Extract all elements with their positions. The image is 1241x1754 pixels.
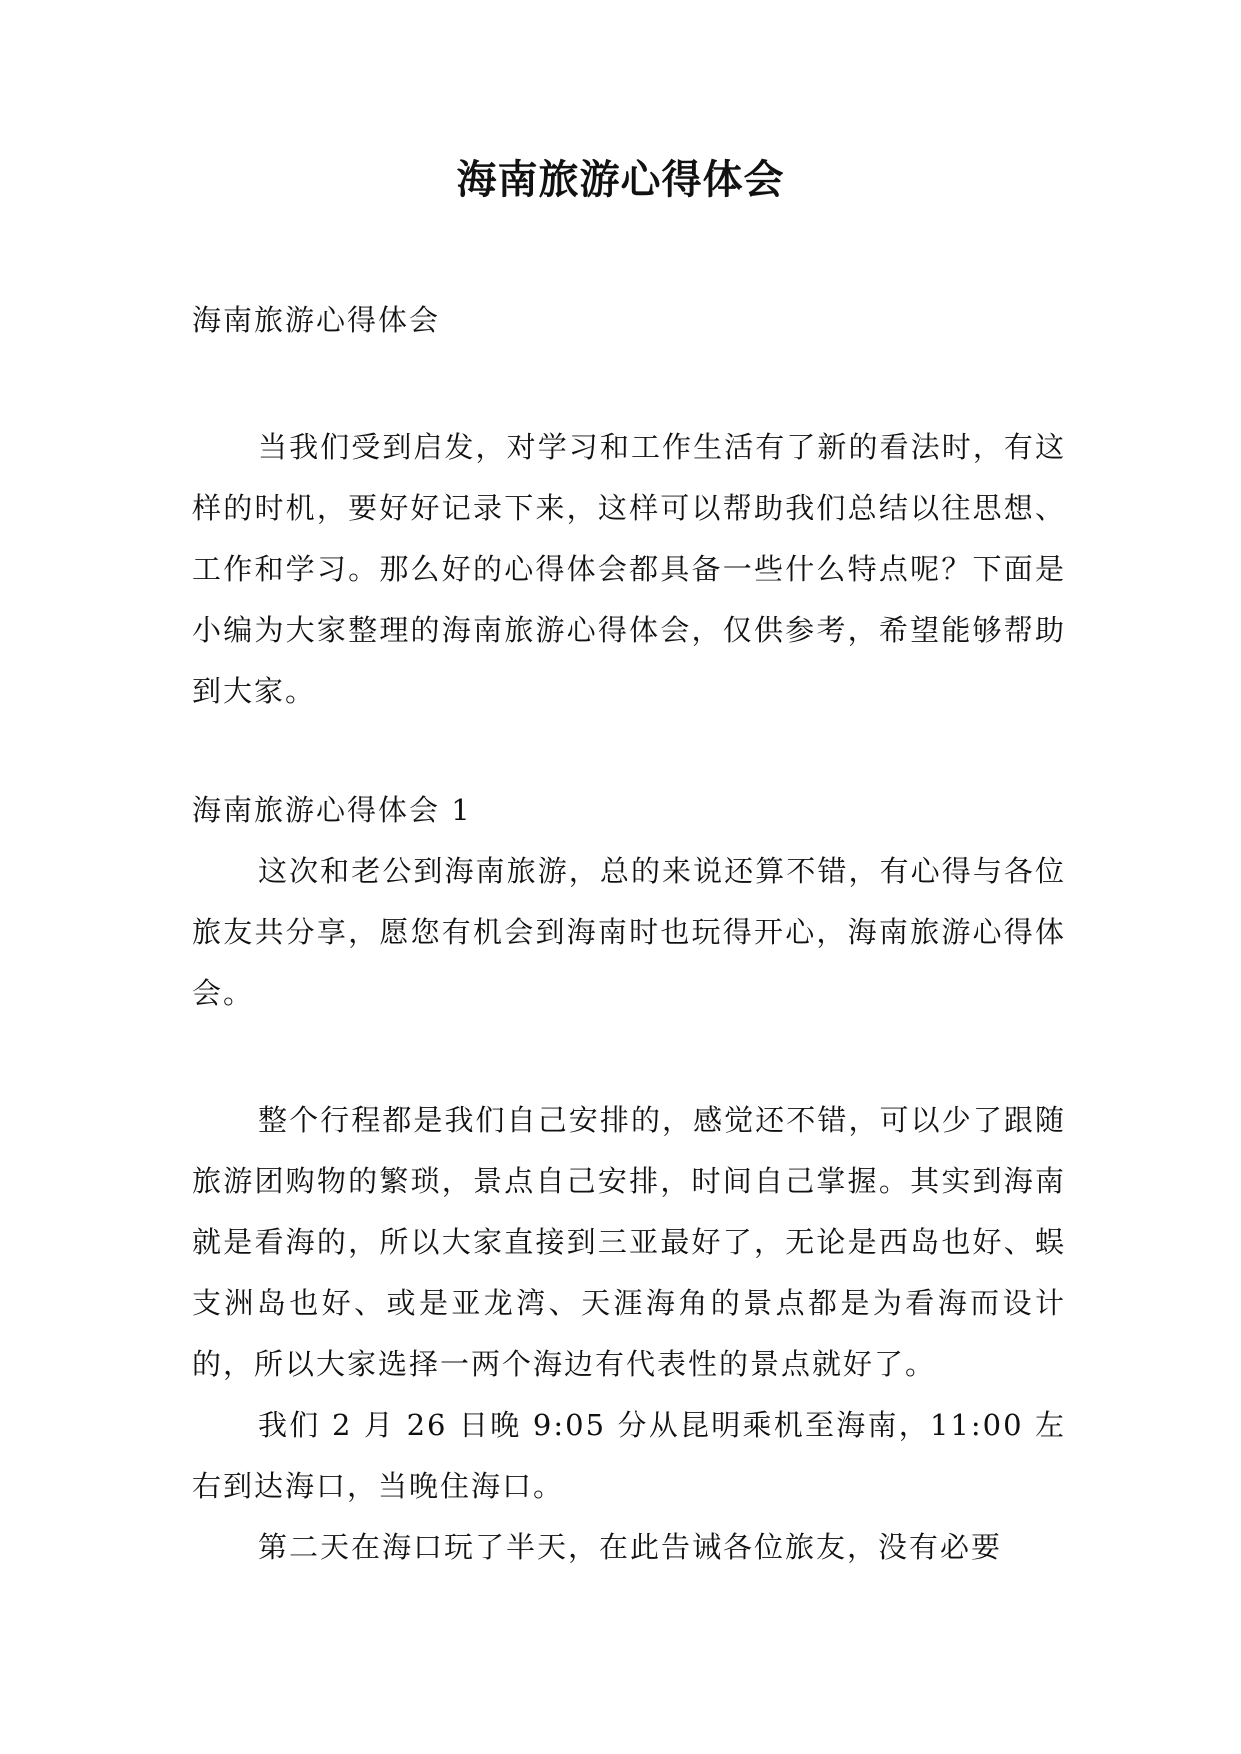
document-subtitle: 海南旅游心得体会: [192, 303, 441, 337]
section-1-paragraph-2: 整个行程都是我们自己安排的，感觉还不错，可以少了跟随旅游团购物的繁琐，景点自己安排，时间自己掌握。其实到海南就是看海的，所以大家直接到三亚最好了，无论是西岛也好、蜈支洲岛也好、或是亚龙湾、天涯海角的景点都是为看海而设计的，所以大家选择一两个海边有代表性的景点就好了。: [192, 1103, 1066, 1381]
document-title: 海南旅游心得体会: [456, 156, 785, 203]
section-1-paragraph-4: 第二天在海口玩了半天，在此告诫各位旅友，没有必要: [258, 1530, 1003, 1564]
section-1-paragraph-3: 我们 2 月 26 日晚 9:05 分从昆明乘机至海南，11:00 左右到达海口，当晚住海口。: [192, 1408, 1066, 1503]
section-1-heading: 海南旅游心得体会 1: [192, 793, 472, 827]
intro-paragraph: 当我们受到启发，对学习和工作生活有了新的看法时，有这样的时机，要好好记录下来，这样可以帮助我们总结以往思想、工作和学习。那么好的心得体会都具备一些什么特点呢？下面是小编为大家整理的海南旅游心得体会，仅供参考，希望能够帮助到大家。: [192, 430, 1066, 708]
document-body: [192, 290, 1066, 1578]
section-1-paragraph-1: 这次和老公到海南旅游，总的来说还算不错，有心得与各位旅友共分享，愿您有机会到海南时也玩得开心，海南旅游心得体会。: [192, 854, 1066, 1010]
